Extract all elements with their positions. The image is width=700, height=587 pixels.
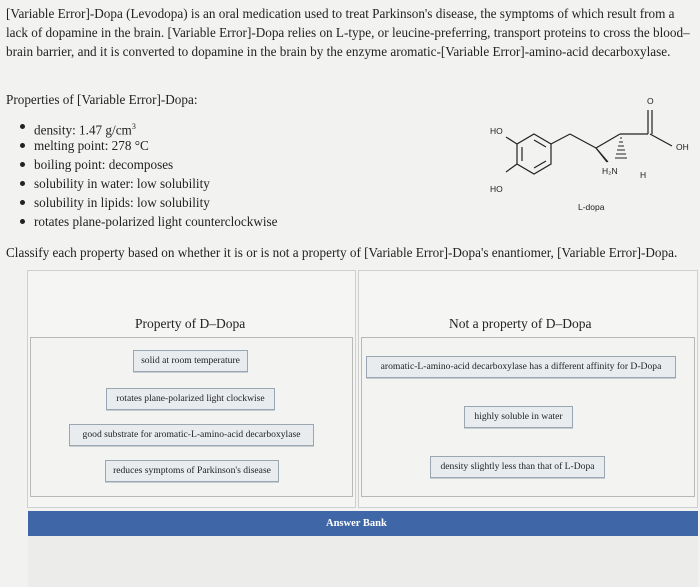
answer-chip[interactable]: reduces symptoms of Parkinson's disease xyxy=(105,460,279,482)
density-exponent: 3 xyxy=(131,122,136,131)
drop-zone-right[interactable] xyxy=(361,337,695,497)
label-h2n: H₂N xyxy=(602,166,618,176)
panel-title-left: Property of D–Dopa xyxy=(135,316,246,331)
property-item: rotates plane-polarized light counterclockwise xyxy=(20,212,278,231)
property-item: solubility in lipids: low solubility xyxy=(20,193,278,212)
label-ho-bottom: HO xyxy=(490,184,503,194)
intro-paragraph: [Variable Error]-Dopa (Levodopa) is an oral medication used to treat Parkinson's disease, the symptoms of which result from a lack of dopamine in the brain. [Variable Error]-Dopa relies on L-type, or leucine-preferring, transport proteins to cross the blood–brain barrier, and it is converted to dopamine in the brain by the enzyme aromatic-[Variable Error]-amino-acid decarboxylase. xyxy=(6,6,690,59)
label-ho-top: HO xyxy=(490,126,503,136)
properties-list xyxy=(20,117,278,231)
label-o: O xyxy=(647,96,654,106)
answer-bank-header xyxy=(28,511,698,536)
panel-title-right: Not a property of D–Dopa xyxy=(449,316,592,331)
answer-chip[interactable]: highly soluble in water xyxy=(464,406,573,428)
answer-chip[interactable]: good substrate for aromatic-L-amino-acid decarboxylase xyxy=(69,424,314,446)
properties-title: Properties of [Variable Error]-Dopa: xyxy=(6,92,198,107)
density-text: density: 1.47 g/cm xyxy=(34,122,132,138)
molecule-caption: L-dopa xyxy=(578,202,605,212)
answer-chip[interactable]: solid at room temperature xyxy=(133,350,248,372)
question-text: Classify each property based on whether it is or is not a property of [Variable Error]-Dopa's enantiomer, [Variable Error]-Dopa. xyxy=(6,245,678,260)
property-item: solubility in water: low solubility xyxy=(20,174,278,193)
panel-not-property-of-d-dopa xyxy=(358,270,698,508)
answer-bank-area[interactable] xyxy=(28,536,698,587)
answer-bank-label: Answer Bank xyxy=(326,518,387,529)
label-oh: OH xyxy=(676,142,689,152)
label-h: H xyxy=(640,170,647,180)
answer-chip[interactable]: density slightly less than that of L-Dopa xyxy=(430,456,605,478)
panel-property-of-d-dopa xyxy=(27,270,356,508)
answer-chip[interactable]: rotates plane-polarized light clockwise xyxy=(106,388,275,410)
drop-zone-left[interactable] xyxy=(30,337,353,497)
answer-chip[interactable]: aromatic-L-amino-acid decarboxylase has a different affinity for D-Dopa xyxy=(366,356,676,378)
property-item: melting point: 278 °C xyxy=(20,136,278,155)
property-density xyxy=(20,117,278,136)
property-item: boiling point: decomposes xyxy=(20,155,278,174)
l-dopa-structure-diagram xyxy=(486,90,696,220)
